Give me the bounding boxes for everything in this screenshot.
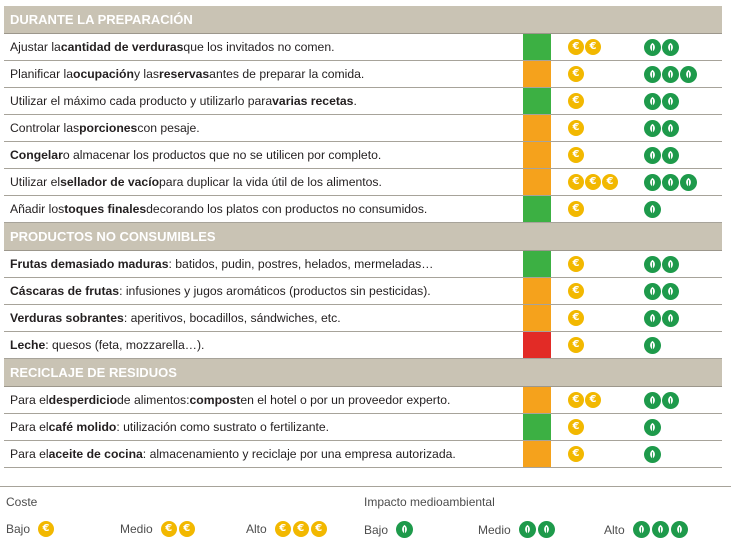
- leaf-icon: [644, 392, 661, 409]
- coin-icon: [602, 174, 618, 190]
- plain-text: decorando los platos con productos no consumidos.: [146, 202, 428, 216]
- table-row: [4, 332, 722, 359]
- legend-label: Medio: [120, 522, 153, 536]
- coin-icon: [568, 66, 584, 82]
- coin-icon: [568, 147, 584, 163]
- legend-label: Medio: [478, 522, 511, 537]
- emphasis-text: aceite de cocina: [48, 447, 143, 461]
- action-text: [4, 305, 523, 331]
- impact-rating: [639, 61, 722, 87]
- impact-rating: [639, 332, 722, 358]
- cost-rating: [551, 278, 639, 304]
- plain-text: Para el: [10, 393, 49, 407]
- plain-text: antes de preparar la comida.: [209, 67, 365, 81]
- table-row: [4, 142, 722, 169]
- plain-text: que los invitados no comen.: [183, 40, 335, 54]
- impact-rating: [639, 414, 722, 440]
- impact-rating: [639, 305, 722, 331]
- coin-icon: [568, 283, 584, 299]
- leaf-icon: [644, 174, 661, 191]
- section-header: DURANTE LA PREPARACIÓN: [4, 6, 722, 34]
- action-table: [4, 6, 722, 468]
- table-row: [4, 61, 722, 88]
- emphasis-text: Cáscaras de frutas: [10, 284, 120, 298]
- legend-label: Alto: [604, 522, 625, 537]
- legend-impact-item: [478, 521, 555, 538]
- leaf-icon: [644, 39, 661, 56]
- coin-icon: [568, 120, 584, 136]
- table-row: [4, 441, 722, 468]
- cost-rating: [551, 414, 639, 440]
- coin-icon: [568, 256, 584, 272]
- leaf-icon: [644, 66, 661, 83]
- coin-icon: [585, 392, 601, 408]
- plain-text: Controlar las: [10, 121, 80, 135]
- legend-impact-item: [364, 521, 413, 538]
- plain-text: : infusiones y jugos aromáticos (productos sin pesticidas).: [119, 284, 431, 298]
- plain-text: con pesaje.: [137, 121, 200, 135]
- leaf-icon: [644, 93, 661, 110]
- emphasis-text: compost: [189, 393, 241, 407]
- action-text: [4, 142, 523, 168]
- legend: [0, 486, 731, 550]
- plain-text: para duplicar la vida útil de los alimentos.: [159, 175, 382, 189]
- cost-rating: [551, 251, 639, 277]
- action-text: [4, 332, 523, 358]
- leaf-icon: [662, 256, 679, 273]
- impact-rating: [639, 387, 722, 413]
- leaf-icon: [662, 93, 679, 110]
- action-text: [4, 169, 523, 195]
- plain-text: o almacenar los productos que no se utilicen por completo.: [62, 148, 382, 162]
- plain-text: : quesos (feta, mozzarella…).: [45, 338, 205, 352]
- legend-label: Bajo: [6, 522, 31, 536]
- coin-icon: [568, 392, 584, 408]
- table-row: [4, 169, 722, 196]
- coin-icon: [568, 310, 584, 326]
- emphasis-text: ocupación: [73, 67, 134, 81]
- leaf-icon: [644, 337, 661, 354]
- leaf-icon: [680, 66, 697, 83]
- priority-green-bar: [523, 34, 551, 60]
- leaf-icon: [644, 147, 661, 164]
- table-row: [4, 305, 722, 332]
- plain-text: Planificar la: [10, 67, 73, 81]
- leaf-icon: [652, 521, 669, 538]
- cost-rating: [551, 115, 639, 141]
- coin-icon: [585, 174, 601, 190]
- impact-rating: [639, 115, 722, 141]
- plain-text: Ajustar la: [10, 40, 61, 54]
- coin-icon: [293, 521, 309, 537]
- priority-orange-bar: [523, 441, 551, 467]
- cost-rating: [551, 34, 639, 60]
- cost-rating: [551, 88, 639, 114]
- cost-rating: [551, 61, 639, 87]
- priority-red-bar: [523, 332, 551, 358]
- plain-text: .: [353, 94, 357, 108]
- leaf-icon: [396, 521, 413, 538]
- emphasis-text: café molido: [48, 420, 117, 434]
- emphasis-text: reservas: [159, 67, 210, 81]
- legend-cost-item: [6, 521, 54, 537]
- table-row: [4, 387, 722, 414]
- cost-rating: [551, 441, 639, 467]
- coin-icon: [568, 93, 584, 109]
- priority-orange-bar: [523, 142, 551, 168]
- leaf-icon: [662, 283, 679, 300]
- plain-text: Para el: [10, 420, 49, 434]
- cost-rating: [551, 169, 639, 195]
- impact-rating: [639, 196, 722, 222]
- action-text: [4, 196, 523, 222]
- leaf-icon: [644, 283, 661, 300]
- plain-text: Añadir los: [10, 202, 65, 216]
- plain-text: : batidos, pudin, postres, helados, mermeladas…: [168, 257, 434, 271]
- priority-orange-bar: [523, 387, 551, 413]
- emphasis-text: Frutas demasiado maduras: [10, 257, 169, 271]
- plain-text: de alimentos:: [117, 393, 190, 407]
- coin-icon: [568, 446, 584, 462]
- legend-impact-title: Impacto medioambiental: [364, 495, 495, 509]
- leaf-icon: [644, 201, 661, 218]
- cost-rating: [551, 332, 639, 358]
- action-text: [4, 34, 523, 60]
- legend-impact-item: [604, 521, 688, 538]
- leaf-icon: [680, 174, 697, 191]
- plain-text: : utilización como sustrato o fertilizante.: [116, 420, 330, 434]
- impact-rating: [639, 34, 722, 60]
- action-text: [4, 61, 523, 87]
- section-header: PRODUCTOS NO CONSUMIBLES: [4, 223, 722, 251]
- plain-text: en el hotel o por un proveedor experto.: [240, 393, 451, 407]
- table-row: [4, 115, 722, 142]
- plain-text: : aperitivos, bocadillos, sándwiches, etc.: [123, 311, 341, 325]
- table-row: [4, 251, 722, 278]
- coin-icon: [568, 174, 584, 190]
- impact-rating: [639, 441, 722, 467]
- cost-rating: [551, 387, 639, 413]
- action-text: [4, 414, 523, 440]
- table-row: [4, 88, 722, 115]
- table-row: [4, 278, 722, 305]
- action-text: [4, 387, 523, 413]
- plain-text: Utilizar el máximo cada producto y utilizarlo para: [10, 94, 273, 108]
- priority-green-bar: [523, 196, 551, 222]
- legend-cost-item: [246, 521, 327, 537]
- leaf-icon: [662, 39, 679, 56]
- coin-icon: [161, 521, 177, 537]
- emphasis-text: desperdicio: [48, 393, 118, 407]
- priority-green-bar: [523, 88, 551, 114]
- leaf-icon: [633, 521, 650, 538]
- leaf-icon: [662, 392, 679, 409]
- plain-text: Utilizar el: [10, 175, 61, 189]
- leaf-icon: [662, 120, 679, 137]
- action-text: [4, 278, 523, 304]
- action-text: [4, 251, 523, 277]
- cost-rating: [551, 196, 639, 222]
- coin-icon: [568, 419, 584, 435]
- impact-rating: [639, 169, 722, 195]
- priority-orange-bar: [523, 61, 551, 87]
- table-row: [4, 196, 722, 223]
- table-row: [4, 34, 722, 61]
- plain-text: : almacenamiento y reciclaje por una empresa autorizada.: [142, 447, 456, 461]
- plain-text: Para el: [10, 447, 49, 461]
- coin-icon: [568, 337, 584, 353]
- cost-rating: [551, 142, 639, 168]
- cost-rating: [551, 305, 639, 331]
- priority-orange-bar: [523, 169, 551, 195]
- legend-label: Bajo: [364, 522, 389, 537]
- impact-rating: [639, 278, 722, 304]
- legend-label: Alto: [246, 522, 267, 536]
- priority-green-bar: [523, 251, 551, 277]
- leaf-icon: [538, 521, 555, 538]
- priority-orange-bar: [523, 305, 551, 331]
- priority-orange-bar: [523, 115, 551, 141]
- legend-cost-title: Coste: [6, 495, 38, 509]
- leaf-icon: [662, 310, 679, 327]
- priority-orange-bar: [523, 278, 551, 304]
- leaf-icon: [662, 66, 679, 83]
- leaf-icon: [644, 120, 661, 137]
- plain-text: y las: [133, 67, 160, 81]
- emphasis-text: toques finales: [64, 202, 147, 216]
- leaf-icon: [519, 521, 536, 538]
- leaf-icon: [644, 446, 661, 463]
- action-text: [4, 441, 523, 467]
- coin-icon: [311, 521, 327, 537]
- section-header: RECICLAJE DE RESIDUOS: [4, 359, 722, 387]
- legend-cost-item: [120, 521, 195, 537]
- table-row: [4, 414, 722, 441]
- impact-rating: [639, 142, 722, 168]
- coin-icon: [38, 521, 54, 537]
- emphasis-text: sellador de vacío: [60, 175, 160, 189]
- emphasis-text: porciones: [79, 121, 138, 135]
- leaf-icon: [644, 419, 661, 436]
- emphasis-text: varias recetas: [272, 94, 354, 108]
- leaf-icon: [662, 147, 679, 164]
- coin-icon: [179, 521, 195, 537]
- emphasis-text: Leche: [10, 338, 46, 352]
- emphasis-text: cantidad de verduras: [60, 40, 184, 54]
- action-text: [4, 115, 523, 141]
- leaf-icon: [662, 174, 679, 191]
- leaf-icon: [671, 521, 688, 538]
- leaf-icon: [644, 256, 661, 273]
- impact-rating: [639, 251, 722, 277]
- emphasis-text: Congelar: [10, 148, 63, 162]
- leaf-icon: [644, 310, 661, 327]
- emphasis-text: Verduras sobrantes: [10, 311, 124, 325]
- coin-icon: [275, 521, 291, 537]
- impact-rating: [639, 88, 722, 114]
- coin-icon: [585, 39, 601, 55]
- priority-green-bar: [523, 414, 551, 440]
- coin-icon: [568, 39, 584, 55]
- coin-icon: [568, 201, 584, 217]
- action-text: [4, 88, 523, 114]
